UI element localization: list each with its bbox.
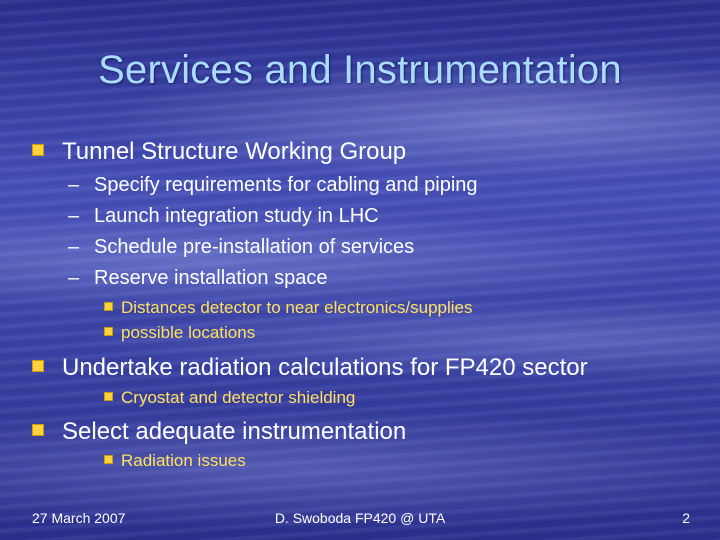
sub-sub-bullet-text: Distances detector to near electronics/supplies — [121, 298, 473, 317]
square-bullet-icon — [104, 327, 113, 336]
sub-bullet-text: Specify requirements for cabling and piping — [94, 174, 478, 196]
sub-bullet-item — [68, 205, 379, 228]
square-bullet-icon — [32, 424, 44, 436]
footer-center: D. Swoboda FP420 @ UTA — [274, 510, 446, 526]
page-number: 2 — [682, 510, 690, 526]
sub-bullet-item — [68, 236, 414, 259]
bullet-item — [32, 138, 406, 166]
bullet-text: Select adequate instrumentation — [62, 418, 407, 445]
sub-sub-bullet-text: Cryostat and detector shielding — [121, 388, 356, 407]
sub-bullet-text: Reserve installation space — [94, 267, 328, 289]
sub-bullet-text: Schedule pre-installation of services — [94, 236, 415, 258]
bullet-item — [32, 354, 588, 382]
square-bullet-icon — [32, 360, 44, 372]
square-bullet-icon — [104, 392, 113, 401]
square-bullet-icon — [104, 455, 113, 464]
sub-bullet-item — [68, 174, 478, 197]
sub-sub-bullet-item — [104, 451, 246, 471]
dash-bullet: – — [68, 236, 80, 258]
dash-bullet: – — [68, 205, 80, 227]
bullet-item — [32, 418, 406, 446]
sub-sub-bullet-item — [104, 298, 473, 318]
square-bullet-icon — [104, 302, 113, 311]
dash-bullet: – — [68, 267, 80, 289]
sub-sub-bullet-item — [104, 388, 355, 408]
sub-sub-bullet-text: Radiation issues — [121, 451, 246, 470]
bullet-text: Undertake radiation calculations for FP420 sector — [62, 354, 588, 381]
square-bullet-icon — [32, 144, 44, 156]
sub-sub-bullet-item — [104, 323, 255, 343]
sub-bullet-text: Launch integration study in LHC — [94, 205, 379, 227]
slide-title: Services and Instrumentation — [98, 48, 622, 92]
footer-date: 27 March 2007 — [32, 510, 126, 526]
bullet-text: Tunnel Structure Working Group — [62, 138, 407, 165]
sub-bullet-item — [68, 267, 327, 290]
dash-bullet: – — [68, 174, 80, 196]
sub-sub-bullet-text: possible locations — [121, 323, 256, 342]
